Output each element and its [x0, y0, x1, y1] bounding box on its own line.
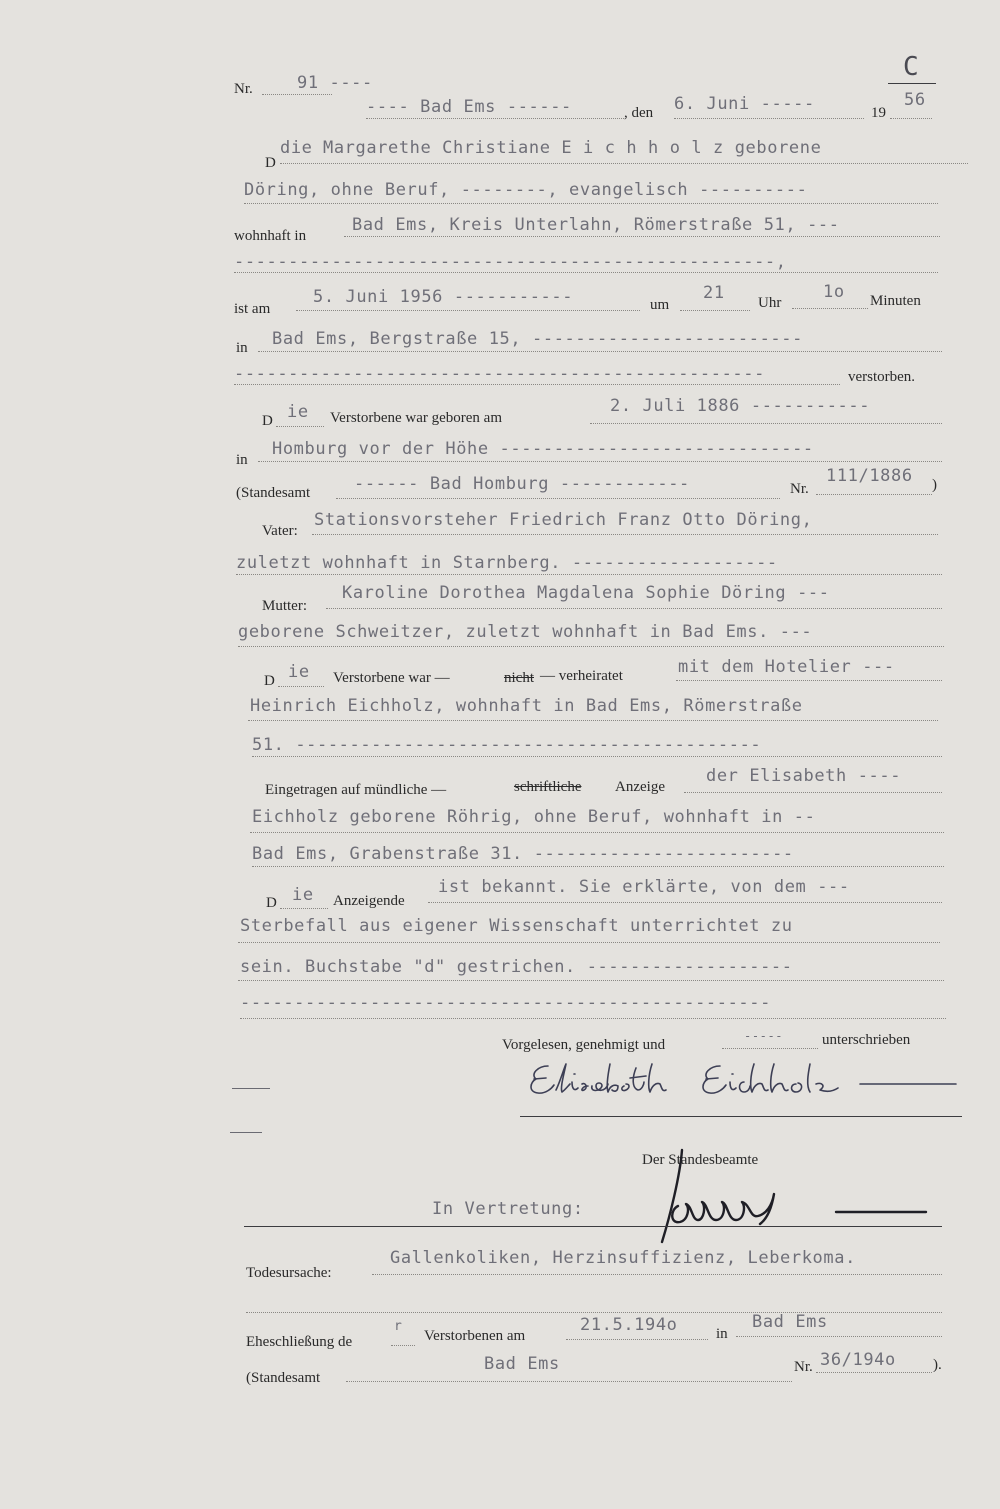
close3-label: ). — [933, 1357, 942, 1373]
wohnhaft-label: wohnhaft in — [234, 228, 307, 244]
d-label: D — [265, 155, 276, 171]
spouse-line-3: 51. ------------------------------------------- — [252, 735, 762, 755]
minuten-label: Minuten — [870, 293, 921, 309]
informant3-dotline — [252, 866, 944, 867]
ie-suffix-3: ie — [292, 885, 314, 905]
den-label: , den — [624, 105, 654, 121]
nr2-label: Nr. — [790, 481, 809, 497]
residence2-dotline — [234, 272, 938, 273]
year-prefix: 19 — [871, 105, 886, 121]
ie2-dotline — [278, 686, 324, 687]
statement1-dotline — [428, 902, 942, 903]
in3-label: in — [716, 1326, 728, 1342]
informant2-dotline — [250, 832, 944, 833]
birth-registry: ------ Bad Homburg ------------ — [354, 474, 690, 494]
vorgelesen-dotline — [722, 1048, 818, 1049]
death-date-dotline — [296, 310, 640, 311]
marriage-place: Bad Ems — [752, 1312, 828, 1332]
uhr-label: Uhr — [758, 295, 782, 311]
registry-year: 56 — [904, 90, 926, 110]
eheschliessung-label: Eheschließung de — [246, 1334, 353, 1350]
mutter-label: Mutter: — [262, 598, 307, 614]
vorgelesen-fill: ----- — [744, 1029, 784, 1043]
mother-line-1: Karoline Dorothea Magdalena Sophie Döring --- — [342, 583, 830, 603]
death-place2-dotline — [234, 384, 840, 385]
d-anzeigende-label: D — [266, 895, 277, 911]
father2-dotline — [236, 574, 942, 575]
statement3-dotline — [238, 980, 944, 981]
statement-line-1: ist bekannt. Sie erklärte, von dem --- — [438, 877, 850, 897]
registrar-signature — [640, 1146, 940, 1246]
nicht-struck: nicht — [504, 670, 534, 686]
birth-date-dotline — [590, 423, 942, 424]
residence-dotline — [344, 236, 940, 237]
verheiratet-label: — verheiratet — [540, 668, 623, 684]
mother2-dotline — [238, 646, 944, 647]
vorgelesen-label: Vorgelesen, genehmigt und — [502, 1037, 666, 1053]
in2-label: in — [236, 452, 248, 468]
registry-place: ---- Bad Ems ------ — [366, 97, 572, 117]
corner-letter: C — [903, 52, 920, 82]
informant-line-2: Eichholz geborene Röhrig, ohne Beruf, wohnhaft in -- — [252, 807, 816, 827]
der-standesbeamte-label: Der Standesbeamte — [642, 1152, 759, 1168]
birth-registry-dotline — [336, 498, 780, 499]
die-prefix: die — [280, 138, 313, 158]
death-date: 5. Juni 1956 ----------- — [313, 287, 574, 307]
name2-dotline — [244, 203, 938, 204]
verstorbene-war-label: Verstorbene war — — [333, 670, 450, 686]
death-place: Bad Ems, Bergstraße 15, ------------------------- — [272, 329, 803, 349]
vater-label: Vater: — [262, 523, 298, 539]
ie-suffix-2: ie — [288, 662, 310, 682]
father-line-2: zuletzt wohnhaft in Starnberg. ------------------- — [236, 553, 778, 573]
d-verheiratet-label: D — [264, 673, 275, 689]
eingetragen-label: Eingetragen auf mündliche — — [265, 782, 447, 798]
father-line-1: Stationsvorsteher Friedrich Franz Otto Döring, — [314, 510, 813, 530]
name-dotline — [280, 163, 968, 164]
death-place-cont: ------------------------------------------------- — [234, 364, 765, 384]
anzeigende-label: Anzeigende — [333, 893, 405, 909]
statement-line-4: ------------------------------------------------- — [240, 993, 771, 1013]
residence: Bad Ems, Kreis Unterlahn, Römerstraße 51, --- — [352, 215, 840, 235]
spouse-line-2: Heinrich Eichholz, wohnhaft in Bad Ems, Römerstraße — [250, 696, 803, 716]
deceased-name-line: Margarethe Christiane E i c h h o l z geborene — [323, 138, 822, 158]
birth-nr-dotline — [816, 494, 932, 495]
marriage-date-dotline — [566, 1339, 708, 1340]
verstorbene-geboren-label: Verstorbene war geboren am — [330, 410, 503, 426]
statement4-dotline — [240, 1018, 946, 1019]
cause2-dotline — [246, 1312, 942, 1313]
marriage-date: 21.5.194o — [580, 1315, 678, 1335]
informant1-dotline — [684, 792, 942, 793]
todesursache-label: Todesursache: — [246, 1265, 332, 1281]
ist-am-label: ist am — [234, 301, 271, 317]
spouse3-dotline — [252, 756, 942, 757]
informant-line-3: Bad Ems, Grabenstraße 31. ------------------------ — [252, 844, 794, 864]
marriage-registry: Bad Ems — [484, 1354, 560, 1374]
father-dotline — [312, 534, 938, 535]
spouse2-dotline — [248, 720, 938, 721]
schriftliche-struck: schriftliche — [514, 779, 582, 795]
left-mark-2 — [230, 1132, 262, 1133]
informant-line-1: der Elisabeth ---- — [706, 766, 902, 786]
death-hour: 21 — [703, 283, 725, 303]
deceased-name-line-2: Döring, ohne Beruf, --------, evangelisch ---------- — [244, 180, 808, 200]
r-superscript: r — [394, 1319, 403, 1334]
ie-suffix-1: ie — [287, 402, 309, 422]
corner-underline — [888, 83, 936, 84]
birth-place: Homburg vor der Höhe ----------------------------- — [272, 439, 814, 459]
place-dotline — [366, 118, 624, 119]
statement2-dotline — [238, 942, 940, 943]
anzeige-label: Anzeige — [615, 779, 665, 795]
statement-line-2: Sterbefall aus eigener Wissenschaft unterrichtet zu — [240, 916, 793, 936]
close-paren: ) — [932, 477, 937, 493]
ie1-dotline — [276, 426, 324, 427]
statement-line-3: sein. Buchstabe "d" gestrichen. ------------------- — [240, 957, 793, 977]
cause-dotline — [372, 1274, 942, 1275]
cause-of-death: Gallenkoliken, Herzinsuffizienz, Leberkoma. — [390, 1248, 856, 1268]
mother-line-2: geborene Schweitzer, zuletzt wohnhaft in Bad Ems. --- — [238, 622, 813, 642]
standesamt-label: (Standesamt — [236, 485, 311, 501]
marriage-place-dotline — [736, 1336, 942, 1337]
mother-dotline — [326, 608, 942, 609]
r-dotline — [391, 1345, 415, 1346]
um-label: um — [650, 297, 670, 313]
nr-dotline — [262, 94, 332, 95]
registry-date: 6. Juni ----- — [674, 94, 815, 114]
entry-number: 91 ---- — [297, 73, 373, 93]
spouse1-dotline — [676, 680, 942, 681]
left-mark-1 — [232, 1088, 270, 1089]
marriage-registry-dotline — [346, 1381, 792, 1382]
ie3-dotline — [280, 908, 328, 909]
year-dotline — [890, 118, 932, 119]
residence-cont: --------------------------------------------------, — [234, 252, 787, 272]
minutes-dotline — [792, 308, 868, 309]
marriage-registry-nr: 36/194o — [820, 1350, 896, 1370]
informant-signature — [520, 1052, 960, 1102]
nr3-label: Nr. — [794, 1359, 813, 1375]
signature-rule — [520, 1116, 962, 1117]
standesamt2-label: (Standesamt — [246, 1370, 321, 1386]
d-verstorbene-label: D — [262, 413, 273, 429]
death-place-dotline — [258, 351, 942, 352]
hour-dotline — [680, 310, 750, 311]
registrar-rule — [244, 1226, 942, 1227]
unterschrieben-label: unterschrieben — [822, 1032, 911, 1048]
birth-date: 2. Juli 1886 ----------- — [610, 396, 871, 416]
spouse-line-1: mit dem Hotelier --- — [678, 657, 895, 677]
birth-registry-nr: 111/1886 — [826, 466, 913, 486]
nr-label: Nr. — [234, 81, 253, 97]
verstorbenen-am-label: Verstorbenen am — [424, 1328, 526, 1344]
birth-place-dotline — [258, 461, 942, 462]
verstorben-label: verstorben. — [848, 369, 916, 385]
date-dotline — [674, 118, 864, 119]
marriage-nr-dotline — [816, 1372, 932, 1373]
death-minutes: 1o — [823, 282, 845, 302]
in-label: in — [236, 340, 248, 356]
in-vertretung: In Vertretung: — [432, 1199, 584, 1219]
